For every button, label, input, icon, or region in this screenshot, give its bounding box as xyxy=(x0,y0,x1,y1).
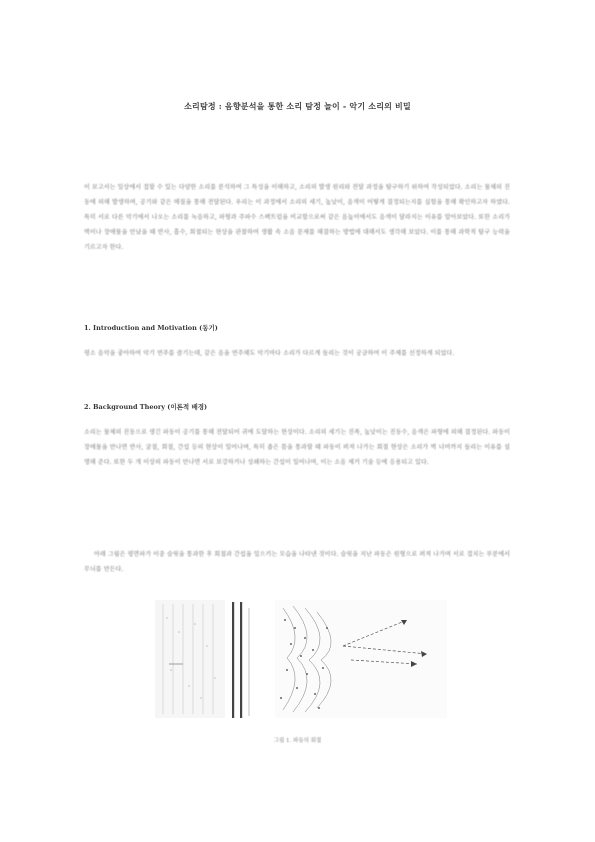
section-heading-introduction: 1. Introduction and Motivation (동기) xyxy=(84,324,218,332)
document-title: 소리탐정 : 음향분석을 통한 소리 탐정 놀이 - 악기 소리의 비밀 xyxy=(184,101,411,111)
barrier-left xyxy=(232,602,234,718)
incident-wave-region xyxy=(155,600,225,718)
figure-caption: 그림 1. 파동의 회절 xyxy=(273,738,322,744)
abstract-paragraph: 이 보고서는 일상에서 접할 수 있는 다양한 소리를 분석하여 그 특성을 이해하고, 소리의 발생 원리와 전달 과정을 탐구하기 위하여 작성되었다. 소리는 물체의 진동에 의해 발생하며, 공기와 같은 매질을 통해 전달된다. 우리는 이 과정에서 소리의 세기, 높낮이, 음색이 어떻게 결정되는지를 실험을 통해 확인하고자 하였다. 특히 서로 다른 악기에서 나오는 소리를 녹음하고, 파형과 주파수 스펙트럼을 비교함으로써 같은 음높이에서도 음색이 달라지는 이유를 알아보았다. 또한 소리가 벽이나 장애물을 만났을 때 반사, 흡수, 회절되는 현상을 관찰하여 생활 속 소음 문제를 해결하는 방법에 대해서도 생각해 보았다. 이를 통해 과학적 탐구 능력을 기르고자 한다. xyxy=(84,184,510,251)
diffraction-diagram xyxy=(155,598,447,722)
diffraction-region xyxy=(275,600,447,718)
introduction-paragraph: 평소 음악을 좋아하여 악기 연주를 즐기는데, 같은 음을 연주해도 악기마다 소리가 다르게 들리는 것이 궁금하여 이 주제를 선정하게 되었다. xyxy=(84,350,455,357)
section-heading-background: 2. Background Theory (이론적 배경) xyxy=(84,403,208,411)
figure-intro-paragraph: 아래 그림은 평면파가 이중 슬릿을 통과한 후 회절과 간섭을 일으키는 모습을 나타낸 것이다. 슬릿을 지난 파동은 원형으로 퍼져 나가며 서로 겹치는 부분에서 무늬를 만든다. xyxy=(84,551,510,573)
wave-diffraction-figure xyxy=(155,598,447,722)
background-paragraph: 소리는 물체의 진동으로 생긴 파동이 공기를 통해 전달되어 귀에 도달하는 현상이다. 소리의 세기는 진폭, 높낮이는 진동수, 음색은 파형에 의해 결정된다. 파동이 장애물을 만나면 반사, 굴절, 회절, 간섭 등의 현상이 일어나며, 특히 좁은 틈을 통과할 때 파동이 퍼져 나가는 회절 현상은 소리가 벽 너머까지 들리는 이유를 설명해 준다. 또한 두 개 이상의 파동이 만나면 서로 보강하거나 상쇄하는 간섭이 일어나며, 이는 소음 제거 기술 등에 응용되고 있다. xyxy=(84,429,510,466)
barrier-right xyxy=(240,602,242,718)
